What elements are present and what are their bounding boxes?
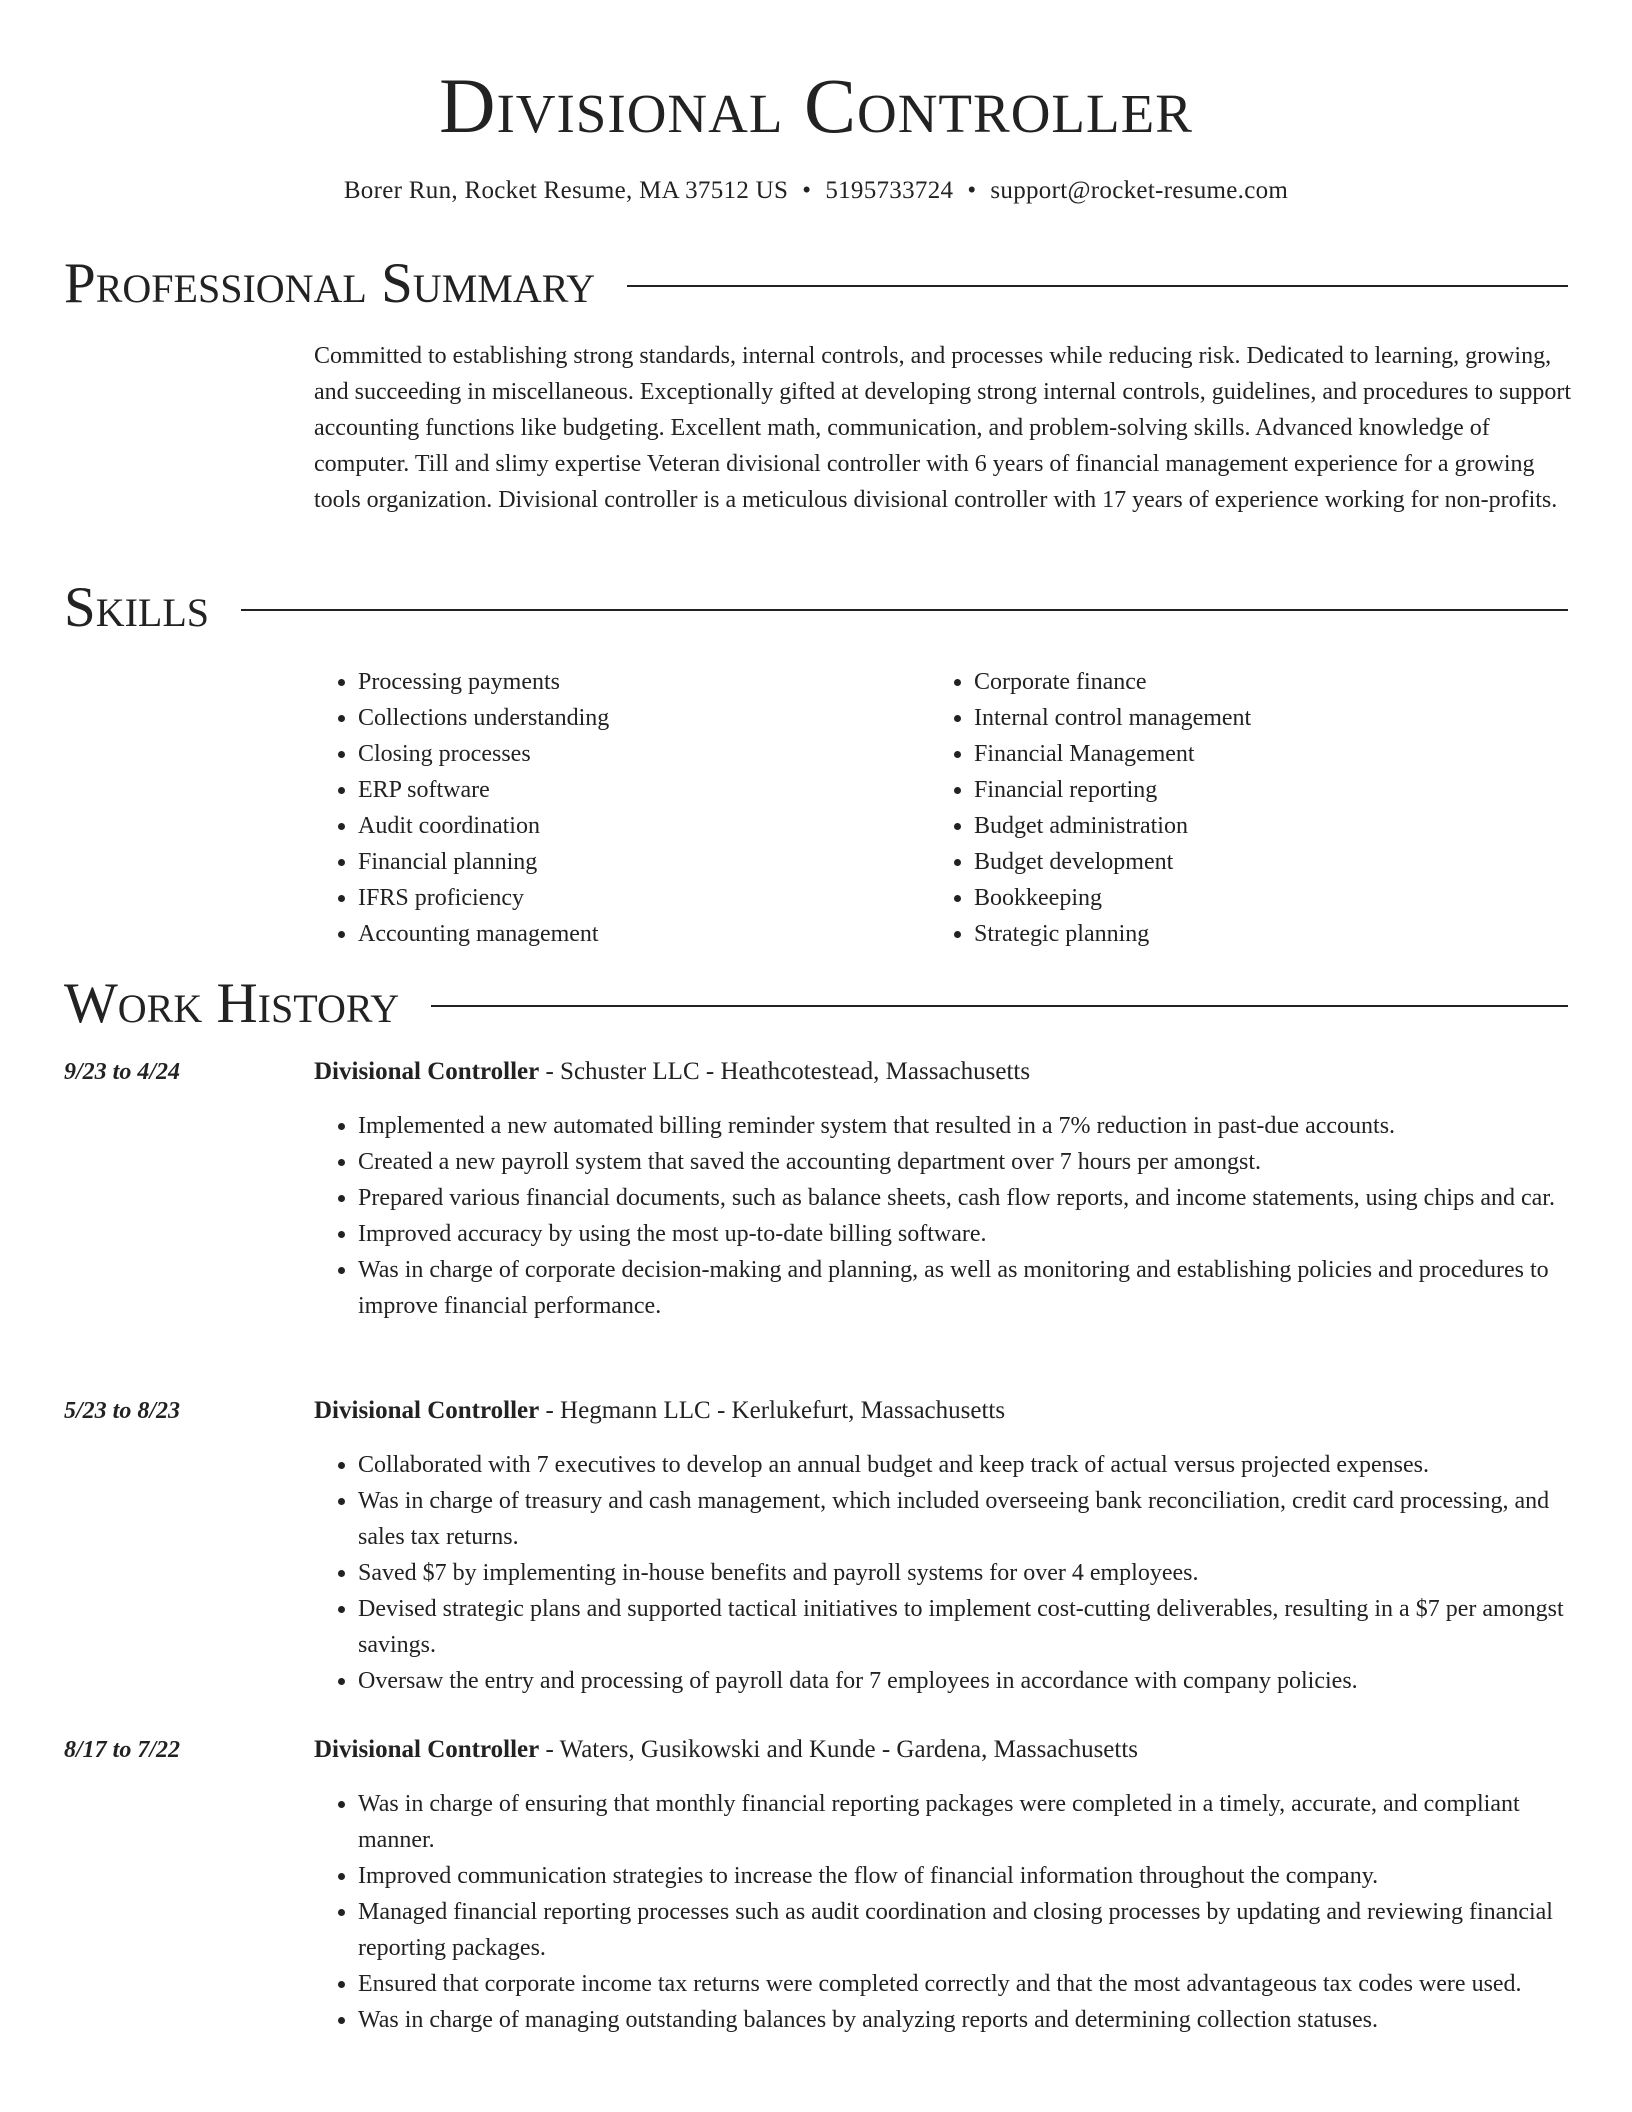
section-title-work-history: Work History: [64, 972, 400, 1035]
job-bullet: • Implemented a new automated billing reminder system that resulted in a 7% reduction in past-due accounts.: [358, 1108, 1576, 1144]
skill-item: • Closing processes: [358, 736, 930, 772]
job-bullet: • Was in charge of corporate decision-making and planning, as well as monitoring and establishing policies and procedures to improve financial performance.: [358, 1252, 1576, 1324]
job-bullet: • Ensured that corporate income tax returns were completed correctly and that the most advantageous tax codes were used.: [358, 1966, 1576, 2002]
skill-item: • Strategic planning: [974, 916, 1546, 952]
skills-column-right: [930, 664, 1546, 952]
job-bullet: • Was in charge of ensuring that monthly financial reporting packages were completed in a timely, accurate, and compliant manner.: [358, 1786, 1576, 1858]
section-divider: [241, 609, 1568, 611]
job-bullet: • Created a new payroll system that saved the accounting department over 7 hours per amongst.: [358, 1144, 1576, 1180]
job-dates: 5/23 to 8/23: [64, 1398, 181, 1424]
skill-item: • Accounting management: [358, 916, 930, 952]
skill-item: • Bookkeeping: [974, 880, 1546, 916]
job-bullet: • Prepared various financial documents, such as balance sheets, cash flow reports, and income statements, using chips and car.: [358, 1180, 1576, 1216]
skill-item: • ERP software: [358, 772, 930, 808]
job-role: Divisional Controller: [314, 1736, 540, 1763]
contact-separator: •: [967, 177, 977, 204]
skill-item: • Financial planning: [358, 844, 930, 880]
job-company-location: - Hegmann LLC - Kerlukefurt, Massachusetts: [539, 1397, 1006, 1424]
job-bullet: • Improved communication strategies to increase the flow of financial information throughout the company.: [358, 1858, 1576, 1894]
summary-text: Committed to establishing strong standards, internal controls, and processes while reducing risk. Dedicated to learning, growing, and succeeding in miscellaneous. Exceptionally gifted at developing strong internal controls, guidelines, and procedures to support accounting functions like budgeting. Excellent math, communication, and problem-solving skills. Advanced knowledge of computer. Till and slimy expertise Veteran divisional controller with 6 years of financial management experience for a growing tools organization. Divisional controller is a meticulous divisional controller with 17 years of experience working for non-profits.: [314, 343, 1571, 513]
job-bullets: [314, 1447, 1576, 1699]
section-title-skills: Skills: [64, 576, 210, 639]
job-dates: 9/23 to 4/24: [64, 1059, 181, 1085]
section-title-summary: Professional Summary: [64, 252, 596, 315]
section-header-skills: [64, 572, 1568, 644]
job-bullet: • Improved accuracy by using the most up-to-date billing software.: [358, 1216, 1576, 1252]
section-divider: [431, 1005, 1568, 1007]
job-role: Divisional Controller: [314, 1058, 540, 1085]
job-company-location: - Schuster LLC - Heathcotestead, Massachusetts: [539, 1058, 1031, 1085]
job-dates: 8/17 to 7/22: [64, 1737, 181, 1763]
resume-name: Divisional Controller: [439, 62, 1193, 149]
contact-address: Borer Run, Rocket Resume, MA 37512 US: [343, 177, 789, 204]
skill-item: • Audit coordination: [358, 808, 930, 844]
skill-item: • Processing payments: [358, 664, 930, 700]
section-header-summary: [64, 248, 1568, 320]
job-title-line: [314, 1732, 1138, 1768]
job-bullet: • Managed financial reporting processes such as audit coordination and closing processes by updating and reviewing financial reporting packages.: [358, 1894, 1576, 1966]
job-bullet: • Oversaw the entry and processing of payroll data for 7 employees in accordance with company policies.: [358, 1663, 1576, 1699]
skill-item: • Budget development: [974, 844, 1546, 880]
skill-item: • Internal control management: [974, 700, 1546, 736]
job-bullet: • Collaborated with 7 executives to develop an annual budget and keep track of actual versus projected expenses.: [358, 1447, 1576, 1483]
job-bullet: • Saved $7 by implementing in-house benefits and payroll systems for over 4 employees.: [358, 1555, 1576, 1591]
job-role: Divisional Controller: [314, 1397, 540, 1424]
skill-item: • IFRS proficiency: [358, 880, 930, 916]
job-bullets: [314, 1786, 1576, 2038]
skill-item: • Financial Management: [974, 736, 1546, 772]
skill-item: • Corporate finance: [974, 664, 1546, 700]
skill-item: • Budget administration: [974, 808, 1546, 844]
section-divider: [627, 285, 1568, 287]
job-title-line: [314, 1393, 1005, 1429]
contact-email: support@rocket-resume.com: [990, 177, 1289, 204]
skill-item: • Financial reporting: [974, 772, 1546, 808]
contact-separator: •: [802, 177, 812, 204]
job-company-location: - Waters, Gusikowski and Kunde - Gardena, Massachusetts: [539, 1736, 1139, 1763]
job-title-line: [314, 1054, 1030, 1090]
skill-item: • Collections understanding: [358, 700, 930, 736]
job-bullets: [314, 1108, 1576, 1324]
contact-line: [0, 174, 1632, 208]
job-bullet: • Was in charge of managing outstanding balances by analyzing reports and determining collection statuses.: [358, 2002, 1576, 2038]
job-bullet: • Devised strategic plans and supported tactical initiatives to implement cost-cutting deliverables, resulting in a $7 per amongst savings.: [358, 1591, 1576, 1663]
skills-column-left: [314, 664, 930, 952]
skills-list: [314, 664, 1554, 952]
contact-phone: 5195733724: [825, 177, 954, 204]
section-header-work-history: [64, 968, 1568, 1040]
job-bullet: • Was in charge of treasury and cash management, which included overseeing bank reconciliation, credit card processing, and sales tax returns.: [358, 1483, 1576, 1555]
